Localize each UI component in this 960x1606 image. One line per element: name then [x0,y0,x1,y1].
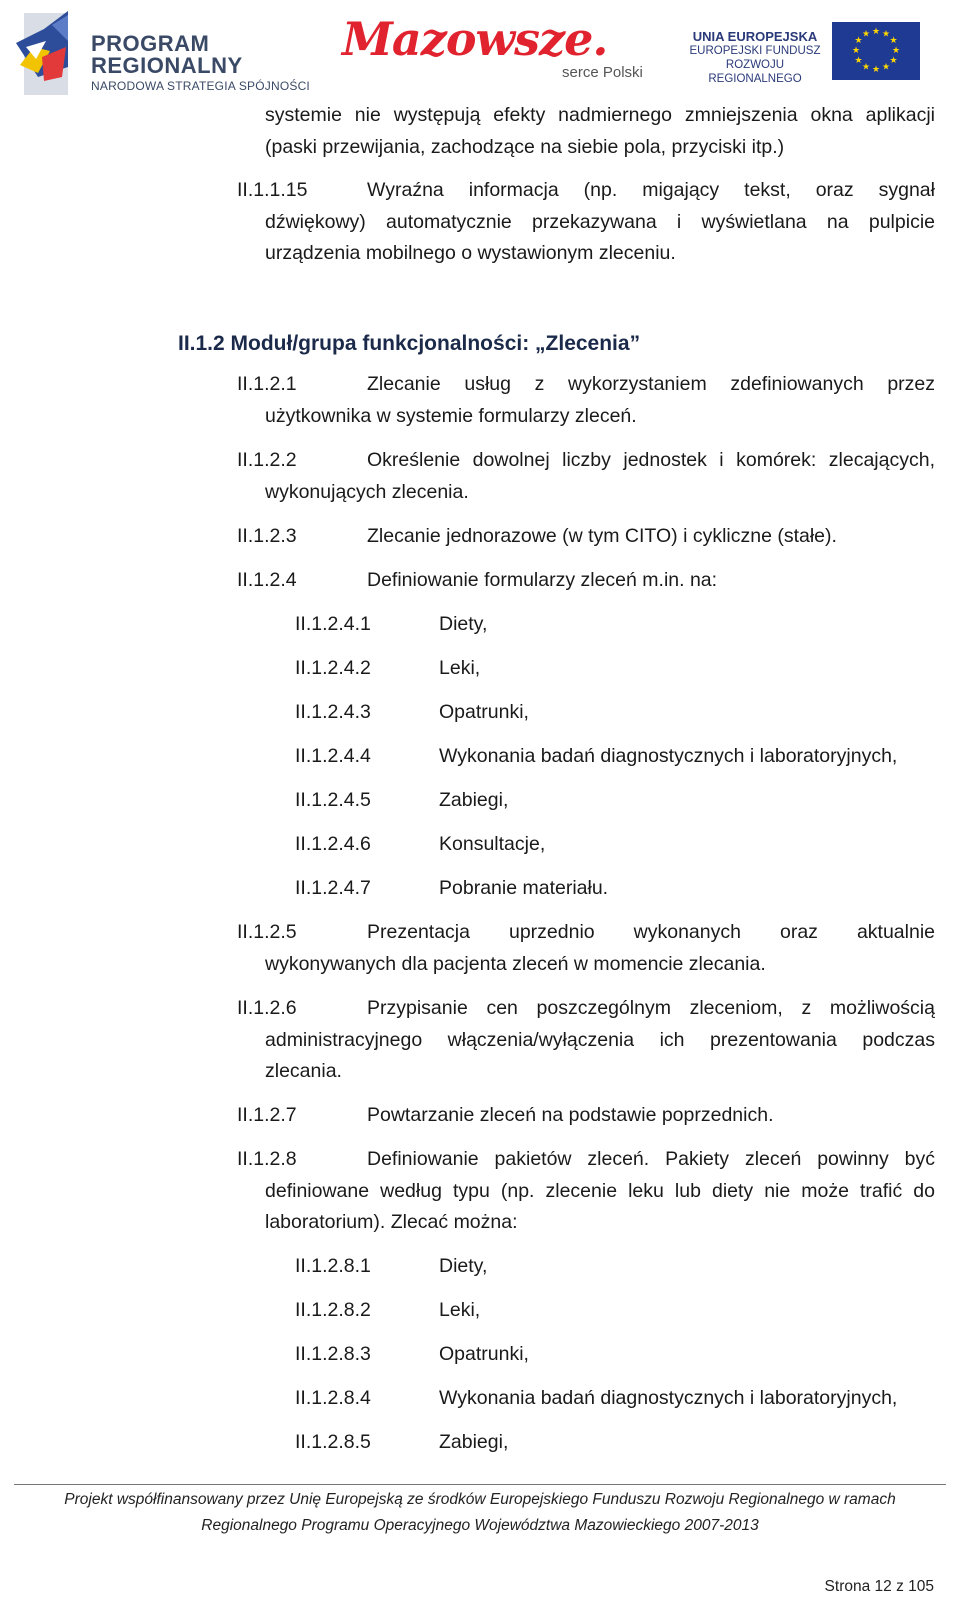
requirement-number: II.1.2.3 [237,525,297,547]
requirement-text-continued: dźwiękowy) automatycznie przekazywana i wyświetlana na pulpicie urządzenia mobilnego o wystawionym zleceniu. [265,210,935,264]
requirement-number: II.1.2.5 [237,921,297,943]
svg-text:★: ★ [854,36,863,46]
svg-text:★: ★ [889,56,898,66]
sub-item-text: Leki, [439,1299,481,1321]
sub-item-number: II.1.2.4.3 [295,701,371,723]
program-regionalny-wordmark: PROGRAM REGIONALNY [91,31,243,78]
sub-item-text: Leki, [439,657,481,679]
requirement-text-continued: wykonywanych dla pacjenta zleceń w momencie zlecania. [265,952,766,975]
page-number: Strona 12 z 105 [824,1578,934,1595]
sub-item-text: Konsultacje, [439,833,546,855]
mazowsze-logo [342,12,642,90]
requirement-text: Powtarzanie zleceń na podstawie poprzednich. [367,1104,774,1126]
requirement-text: Określenie dowolnej liczby jednostek i komórek: zlecających, [367,449,935,471]
requirement-text-continued: wykonujących zlecenia. [265,480,469,503]
eu-fund-logo [680,22,940,85]
program-regionalny-emblem-icon [16,7,72,97]
sub-item-number: II.1.2.8.2 [295,1299,371,1321]
requirement-text: Definiowanie formularzy zleceń m.in. na: [367,569,718,591]
footer-cofinancing-line1: Projekt współfinansowany przez Unię Europejską ze środków Europejskiego Funduszu Rozwoju Regionalnego w ramach [64,1491,896,1508]
sub-item-text: Diety, [439,1255,488,1277]
svg-text:★: ★ [861,62,871,73]
intro-paragraph: systemie nie występują efekty nadmiernego zmniejszenia okna aplikacji (paski przewijania, zachodzące na siebie pola, przyciski itp.) [265,104,935,158]
requirement-number: II.1.2.8 [237,1148,297,1170]
page-header [0,0,960,100]
sub-item-number: II.1.2.8.4 [295,1387,371,1409]
sub-item-text: Opatrunki, [439,1343,529,1365]
sub-item-text: Wykonania badań diagnostycznych i laboratoryjnych, [439,1387,898,1409]
eu-flag-icon [832,22,920,80]
svg-text:★: ★ [851,46,861,56]
requirement-number: II.1.1.15 [237,179,308,201]
requirement-text-continued: definiowane według typu (np. zlecenie leku lub diety nie może trafić do laboratorium). Zlecać można: [265,1179,935,1233]
sub-item-number: II.1.2.4.1 [295,613,371,635]
sub-item-number: II.1.2.8.5 [295,1431,371,1453]
svg-text:★: ★ [861,29,871,40]
requirement-number: II.1.2.7 [237,1104,297,1126]
program-regionalny-subtitle: NARODOWA STRATEGIA SPÓJNOŚCI [91,79,310,93]
sub-item-number: II.1.2.8.3 [295,1343,371,1365]
svg-text:★: ★ [871,65,881,75]
requirement-text: Przypisanie cen poszczególnym zleceniom, z możliwością [367,997,935,1019]
sub-item-number: II.1.2.4.7 [295,877,371,899]
sub-item-number: II.1.2.4.2 [295,657,371,679]
requirement-number: II.1.2.2 [237,449,297,471]
program-regionalny-logo [16,7,310,97]
svg-text:★: ★ [881,62,891,73]
requirement-text-continued: administracyjnego włączenia/wyłączenia ich prezentowania podczas zlecania. [265,1028,935,1082]
svg-text:★: ★ [891,46,901,56]
svg-text:★: ★ [871,27,881,37]
requirement-number: II.1.2.1 [237,373,297,395]
requirement-text: Zlecanie usług z wykorzystaniem zdefiniowanych przez [367,373,935,395]
sub-item-number: II.1.2.4.5 [295,789,371,811]
sub-item-number: II.1.2.8.1 [295,1255,371,1277]
requirement-text: Prezentacja uprzednio wykonanych oraz aktualnie [367,921,935,943]
sub-item-text: Diety, [439,613,488,635]
requirement-text: Wyraźna informacja (np. migający tekst, oraz sygnał [367,179,935,201]
section-heading: II.1.2 Moduł/grupa funkcjonalności: „Zlecenia” [178,332,641,355]
requirement-text: Zlecanie jednorazowe (w tym CITO) i cykliczne (stałe). [367,525,837,547]
footer-cofinancing-line2: Regionalnego Programu Operacyjnego Województwa Mazowieckiego 2007-2013 [201,1517,759,1534]
sub-item-text: Pobranie materiału. [439,877,609,899]
sub-item-number: II.1.2.4.4 [295,745,371,767]
mazowsze-wordmark: Mazowsze. [342,12,608,66]
svg-text:★: ★ [889,36,898,46]
sub-item-number: II.1.2.4.6 [295,833,371,855]
sub-item-text: Opatrunki, [439,701,529,723]
footer-divider [14,1484,946,1485]
svg-text:★: ★ [854,56,863,66]
sub-item-text: Zabiegi, [439,789,509,811]
requirement-number: II.1.2.4 [237,569,297,591]
requirement-text-continued: użytkownika w systemie formularzy zleceń. [265,404,637,427]
requirement-number: II.1.2.6 [237,997,297,1019]
mazowsze-tagline: serce Polski [562,64,643,81]
requirement-text: Definiowanie pakietów zleceń. Pakiety zleceń powinny być [367,1148,935,1170]
sub-item-text: Zabiegi, [439,1431,509,1453]
svg-text:★: ★ [881,29,891,40]
eu-fund-label: UNIA EUROPEJSKA EUROPEJSKI FUNDUSZ ROZWOJU REGIONALNEGO [689,29,821,85]
sub-item-text: Wykonania badań diagnostycznych i laboratoryjnych, [439,745,898,767]
